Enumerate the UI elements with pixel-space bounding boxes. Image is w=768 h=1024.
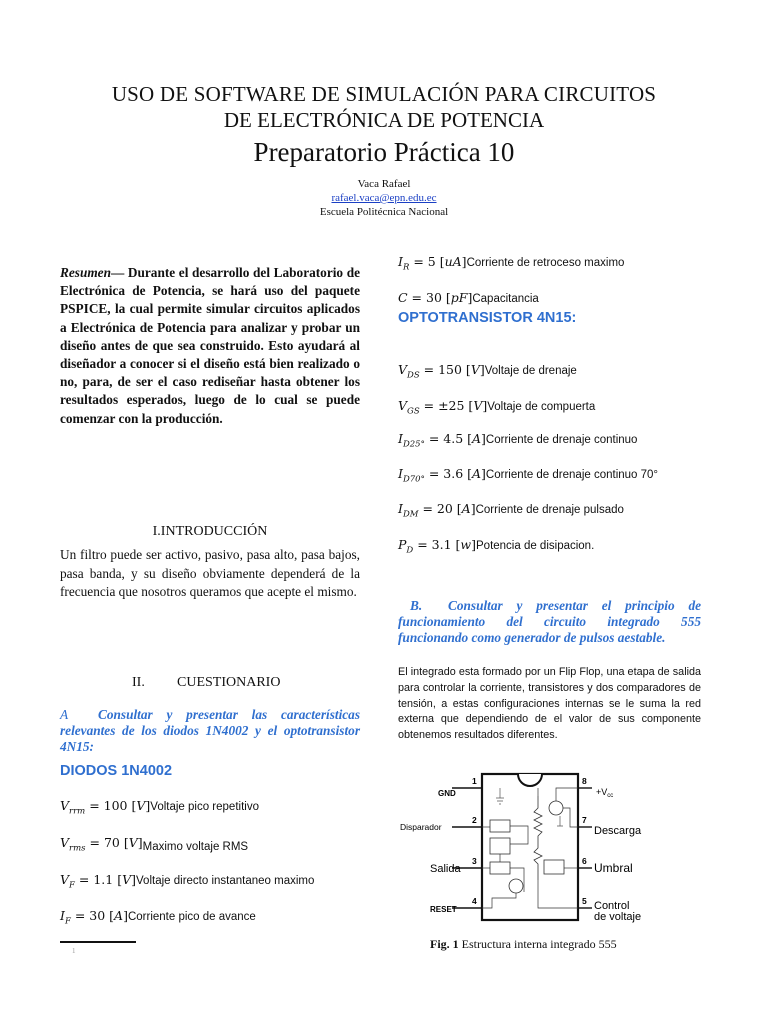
pin-label-control: Control [594, 900, 630, 912]
equation-desc: Voltaje de compuerta [487, 401, 596, 413]
equation-desc: Corriente pico de avance [127, 911, 256, 923]
cuestionario-heading-num: II. [132, 675, 145, 690]
section-a-letter: A [60, 707, 69, 722]
equation-row: $P_D = 3.1$ [w]Potencia de disipacion. [398, 537, 595, 556]
output-stage-block [490, 862, 510, 874]
author-name: Vaca Rafael [357, 178, 411, 190]
pin-label-gnd: GND [438, 789, 456, 798]
pin-label-salida: Salida [430, 863, 461, 875]
equation-row: $V_{DS} = 150$ [V]Voltaje de drenaje [398, 362, 577, 381]
abstract-label: Resumen [60, 265, 111, 280]
abstract-text: Durante el desarrollo del Laboratorio de Electrónica de Potencia, se hará uso del paquete PSPICE, la cual permite simular circuitos aplicados a Electrónica de Potencia para analizar y probar un diseño antes de que sea construido. Esto ayudará al diseñador a conocer si el diseño está bien realizado o no, para, de ser el caso rediseñar hasta obtener los resultados esperados, luego de lo cual se puede comenzar con la producción. [60, 265, 360, 426]
equation-desc: Corriente de retroceso maximo [466, 257, 625, 269]
opto-heading: OPTOTRANSISTOR 4N15: [398, 310, 577, 326]
equation-desc: Corriente de drenaje pulsado [475, 504, 624, 516]
pin-label-reset: RESET [430, 905, 457, 914]
pin-number: 4 [472, 896, 477, 906]
section-b-letter: B. [410, 598, 423, 613]
equation-desc: Potencia de disipacion. [476, 540, 595, 552]
paper-title-line2: DE ELECTRÓNICA DE POTENCIA [223, 108, 545, 132]
equation-row: $V_{rms} = 70$ [V]Maximo voltaje RMS [60, 835, 249, 854]
figure-caption-label: Fig. 1 [430, 937, 459, 951]
flipflop-block [490, 838, 510, 854]
equation-desc: Corriente de drenaje continuo 70° [485, 469, 659, 481]
figure-caption [430, 937, 690, 952]
pin-number: 2 [472, 815, 477, 825]
cuestionario-heading-text: CUESTIONARIO [177, 675, 281, 690]
diodos-heading: DIODOS 1N4002 [60, 763, 173, 779]
pin-label-vcc: $+V_{cc}$ [596, 787, 614, 799]
equation-row: $I_{D25^\circ} = 4.5$ [A]Corriente de drenaje continuo [398, 431, 638, 450]
intro-heading: I.INTRODUCCIÓN [152, 524, 268, 539]
author-affiliation: Escuela Politécnica Nacional [319, 206, 449, 218]
pin-number: 5 [582, 896, 587, 906]
pin-label-control-2: de voltaje [594, 911, 642, 923]
equation-row: $I_R = 5$ [uA]Corriente de retroceso maximo [398, 254, 625, 273]
pin-number: 1 [472, 776, 477, 786]
equation-row: $I_{D70^\circ} = 3.6$ [A]Corriente de drenaje continuo 70° [398, 466, 659, 485]
equation-row: $V_{rrm} = 100$ [V]Voltaje pico repetitivo [60, 798, 259, 817]
pin-number: 3 [472, 856, 477, 866]
intro-text: Un filtro puede ser activo, pasivo, pasa alto, pasa bajos, pasa banda, y su diseño obviamente dependerá de la frecuencia que nosotros queramos que acepte el mismo. [60, 547, 360, 600]
pin-number: 6 [582, 856, 587, 866]
equation-row: C = 30 [pF]Capacitancia [398, 290, 539, 305]
equation-desc: Voltaje de drenaje [484, 365, 577, 377]
equation-row: $V_F = 1.1$ [V]Voltaje directo instantaneo maximo [60, 872, 315, 891]
footnote-mark: 1 [72, 947, 76, 955]
section-a-heading [60, 707, 360, 755]
equation-desc: Corriente de drenaje continuo [485, 434, 638, 446]
pin-label-disparador: Disparador [400, 822, 442, 832]
comparator-block [490, 820, 510, 832]
equation-desc: Capacitancia [472, 293, 539, 305]
abstract [60, 264, 360, 428]
section-a-text: Consultar y presentar las características relevantes de los diodos 1N4002 y el optotransistor 4N15: [60, 707, 360, 754]
author-email-link[interactable]: rafael.vaca@epn.edu.ec [331, 192, 437, 204]
equation-row: $I_{DM} = 20$ [A]Corriente de drenaje pulsado [398, 501, 624, 520]
section-b-text: Consultar y presentar el principio de funcionamiento del circuito integrado 555 funcionando como generador de pulsos aestable. [398, 598, 701, 645]
comparator2-block [544, 860, 564, 874]
equation-desc: Maximo voltaje RMS [142, 841, 249, 853]
equation-desc: Voltaje pico repetitivo [150, 801, 259, 813]
abstract-dash: — [110, 265, 125, 280]
equation-row: $I_F = 30$ [A]Corriente pico de avance [60, 908, 256, 927]
equation-row: $V_{GS} = \pm 25$ [V]Voltaje de compuerta [398, 398, 596, 417]
paper-title-line1: USO DE SOFTWARE DE SIMULACIÓN PARA CIRCUITOS [111, 82, 657, 106]
pin-label-umbral: Umbral [594, 861, 633, 875]
pin-label-descarga: Descarga [594, 825, 642, 837]
pin-number: 7 [582, 815, 587, 825]
pin-number: 8 [582, 776, 587, 786]
section-b-paragraph: El integrado esta formado por un Flip Flop, una etapa de salida para controlar la corriente, transistores y dos comparadores de tensión, a estas configuraciones internas se le suma la red externa que dependiendo de el valor de sus componente obtenemos resultados diferentes. [398, 666, 701, 742]
equation-desc: Voltaje directo instantaneo maximo [136, 875, 315, 887]
section-b-heading [398, 598, 701, 646]
paper-subtitle: Preparatorio Práctica 10 [253, 137, 515, 167]
ic-555-diagram [400, 768, 650, 928]
footnote-rule [60, 941, 136, 943]
figure-caption-text: Estructura interna integrado 555 [458, 937, 617, 951]
